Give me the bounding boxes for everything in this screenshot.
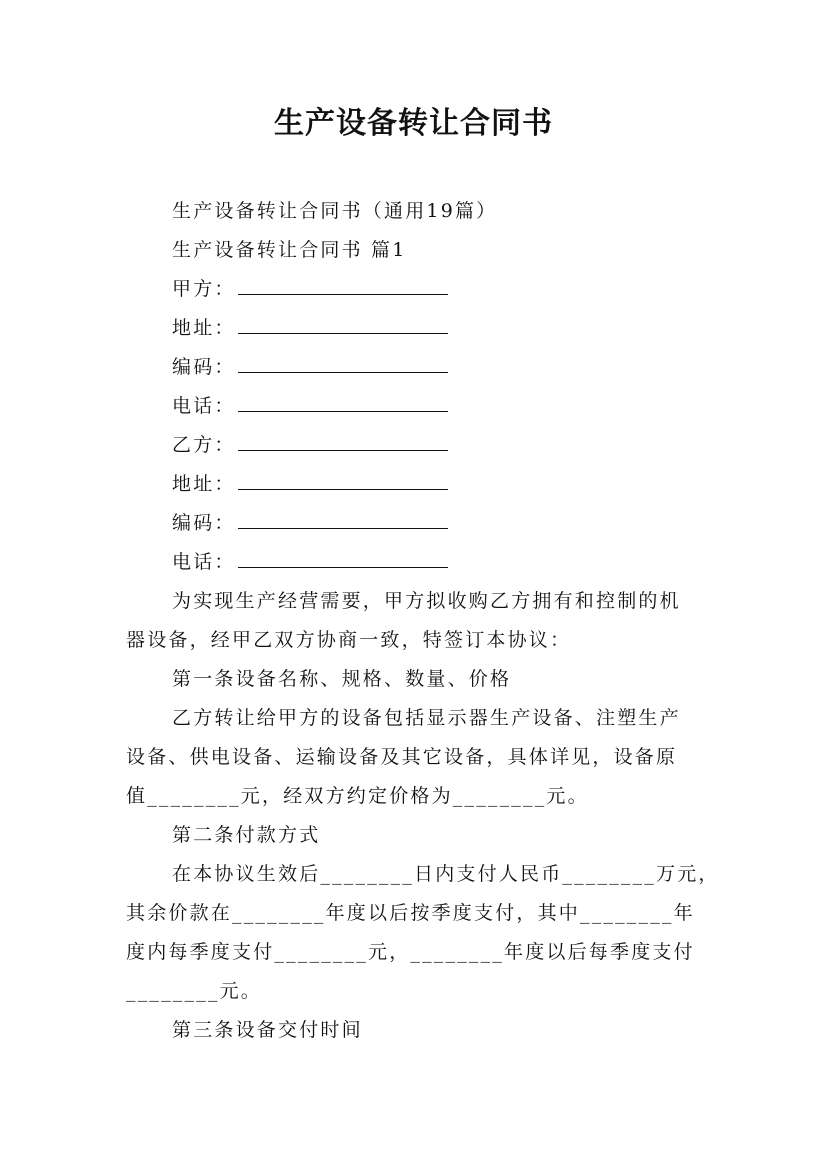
party-b-address-blank <box>238 471 448 490</box>
article2-paragraph-line1: 在本协议生效后________日内支付人民币________万元， <box>172 863 720 885</box>
party-b-blank <box>238 432 448 451</box>
article1-paragraph-line2: 设备、供电设备、运输设备及其它设备，具体详见，设备原 <box>126 746 678 768</box>
party-a-code-field <box>126 354 706 380</box>
party-b-field <box>126 432 706 458</box>
party-b-code-label: 编码： <box>172 512 236 534</box>
party-a-code-label: 编码： <box>172 356 236 378</box>
article2-paragraph-line3: 度内每季度支付________元，________年度以后每季度支付 <box>126 941 695 963</box>
party-b-address-field <box>126 471 706 497</box>
party-a-phone-blank <box>238 393 448 412</box>
party-a-address-label: 地址： <box>172 317 236 339</box>
section-heading: 生产设备转让合同书 篇1 <box>172 239 407 261</box>
document-subtitle: 生产设备转让合同书（通用19篇） <box>172 200 498 222</box>
party-a-phone-label: 电话： <box>172 395 236 417</box>
party-b-phone-blank <box>238 549 448 568</box>
party-b-phone-label: 电话： <box>172 551 236 573</box>
party-b-label: 乙方： <box>172 434 236 456</box>
party-a-code-blank <box>238 354 448 373</box>
article2-paragraph-line4: ________元。 <box>126 980 263 1002</box>
party-a-address-field <box>126 315 706 341</box>
article1-paragraph-line3: 值________元，经双方约定价格为________元。 <box>126 785 589 807</box>
article1-heading: 第一条设备名称、规格、数量、价格 <box>172 668 512 690</box>
article3-heading: 第三条设备交付时间 <box>172 1019 363 1041</box>
party-a-address-blank <box>238 315 448 334</box>
party-a-phone-field <box>126 393 706 419</box>
article1-paragraph-line1: 乙方转让给甲方的设备包括显示器生产设备、注塑生产 <box>172 707 681 729</box>
party-a-label: 甲方： <box>172 278 236 300</box>
article2-paragraph-line2: 其余价款在________年度以后按季度支付，其中________年 <box>126 902 695 924</box>
party-b-code-field <box>126 510 706 536</box>
party-b-phone-field <box>126 549 706 575</box>
party-a-field <box>126 276 706 302</box>
article2-heading: 第二条付款方式 <box>172 824 321 846</box>
party-b-code-blank <box>238 510 448 529</box>
document-title: 生产设备转让合同书 <box>274 106 553 141</box>
intro-paragraph-line1: 为实现生产经营需要，甲方拟收购乙方拥有和控制的机 <box>172 590 681 612</box>
party-a-blank <box>238 276 448 295</box>
party-b-address-label: 地址： <box>172 473 236 495</box>
intro-paragraph-line2: 器设备，经甲乙双方协商一致，特签订本协议： <box>126 629 572 651</box>
